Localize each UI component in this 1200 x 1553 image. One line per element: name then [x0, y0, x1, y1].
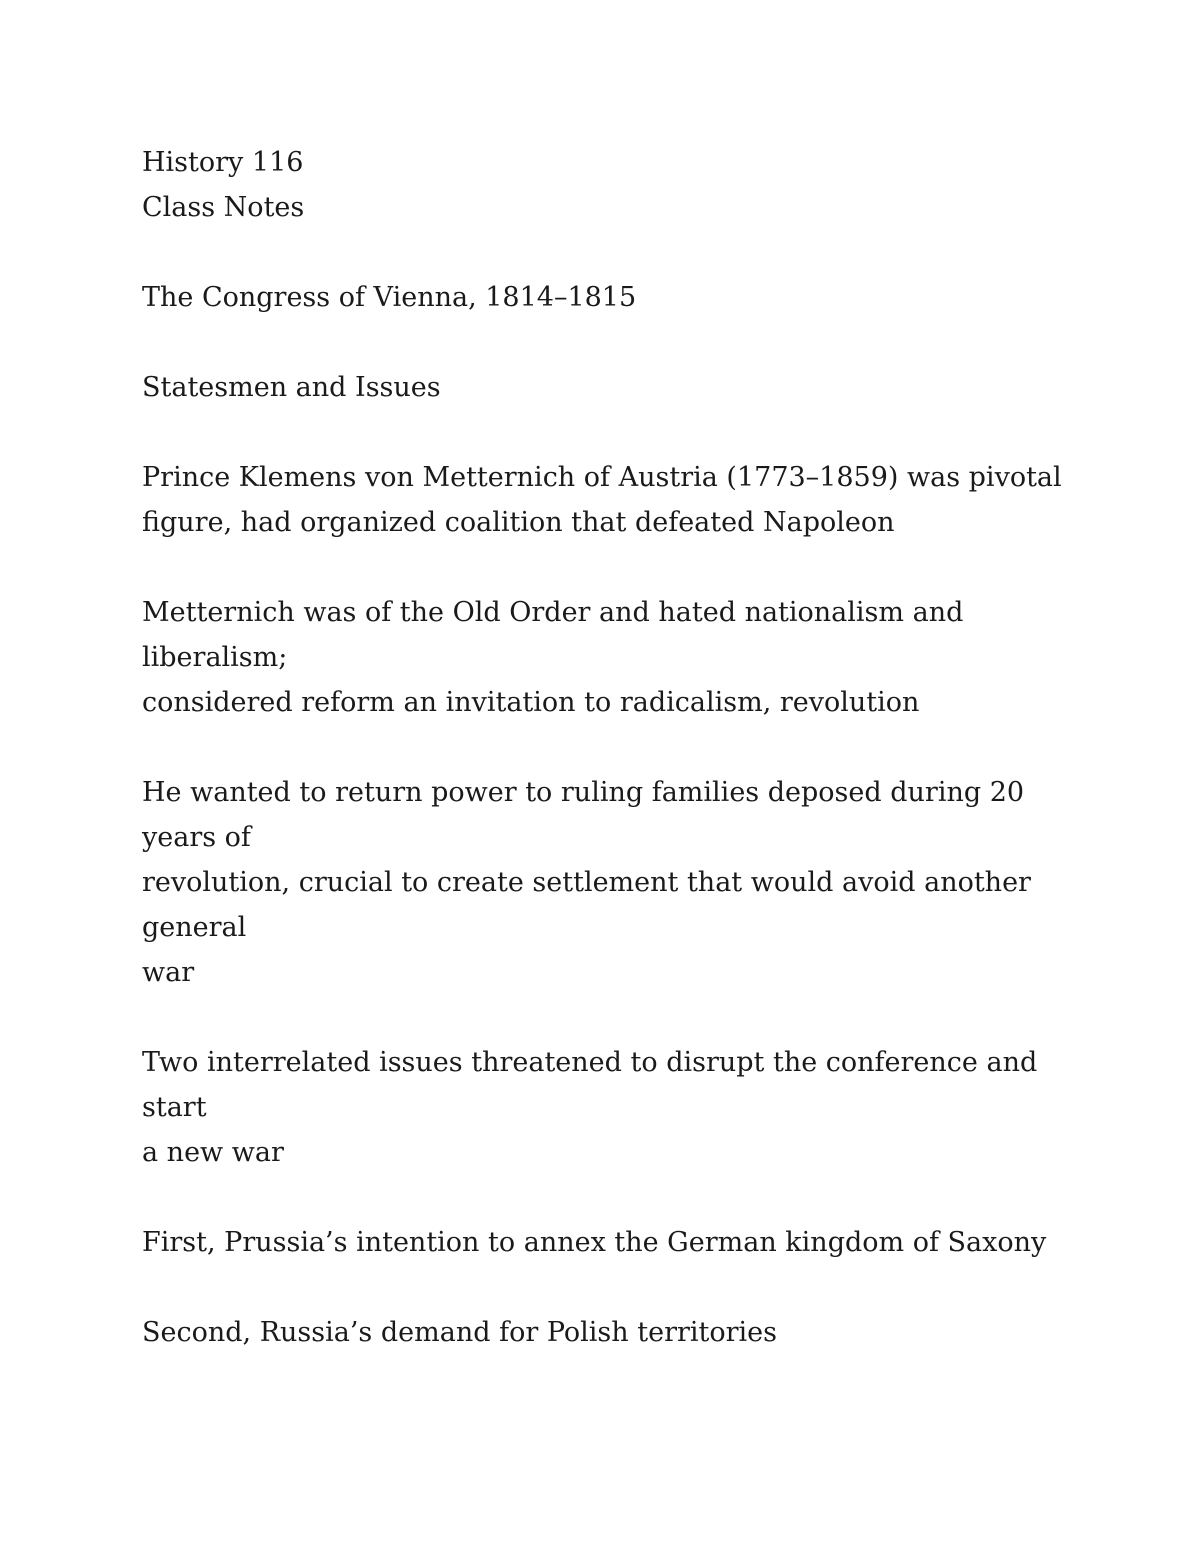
paragraph-line: He wanted to return power to ruling families deposed during 20 [142, 777, 1025, 808]
paragraph-line: Prince Klemens von Metternich of Austria (1773–1859) was pivotal [142, 462, 1062, 493]
spacer [142, 995, 1042, 1040]
section-heading: Statesmen and Issues [142, 372, 441, 403]
paragraph-line: liberalism; [142, 642, 288, 673]
course-title: History 116 [142, 147, 304, 178]
spacer [142, 545, 1042, 590]
spacer [142, 1175, 1042, 1220]
paragraph-russia [142, 1310, 1042, 1355]
paragraph-prussia [142, 1220, 1047, 1265]
spacer [142, 230, 1042, 275]
paragraph-line: war [142, 957, 195, 988]
page-title: The Congress of Vienna, 1814–1815 [142, 282, 637, 313]
paragraph-line: figure, had organized coalition that defeated Napoleon [142, 507, 895, 538]
paragraph-line: Second, Russia’s demand for Polish territories [142, 1317, 778, 1348]
paragraph-line: revolution, crucial to create settlement that would avoid another [142, 867, 1031, 898]
spacer [142, 410, 1042, 455]
paragraph-line: considered reform an invitation to radicalism, revolution [142, 687, 920, 718]
paragraph-return-power [142, 770, 1042, 995]
paragraph-two-issues [142, 1040, 1042, 1175]
paragraph-old-order [142, 590, 1042, 725]
paragraph-line: a new war [142, 1137, 284, 1168]
paragraph-metternich-intro [142, 455, 1062, 545]
document-subtitle: Class Notes [142, 192, 305, 223]
paragraph-line: Metternich was of the Old Order and hated nationalism and [142, 597, 964, 628]
paragraph-line: First, Prussia’s intention to annex the German kingdom of Saxony [142, 1227, 1047, 1258]
paragraph-line: general [142, 912, 247, 943]
document-body [142, 140, 1062, 1355]
spacer [142, 725, 1042, 770]
spacer [142, 320, 1042, 365]
spacer [142, 1265, 1042, 1310]
paragraph-line: Two interrelated issues threatened to disrupt the conference and [142, 1047, 1038, 1078]
paragraph-line: start [142, 1092, 207, 1123]
paragraph-line: years of [142, 822, 251, 853]
